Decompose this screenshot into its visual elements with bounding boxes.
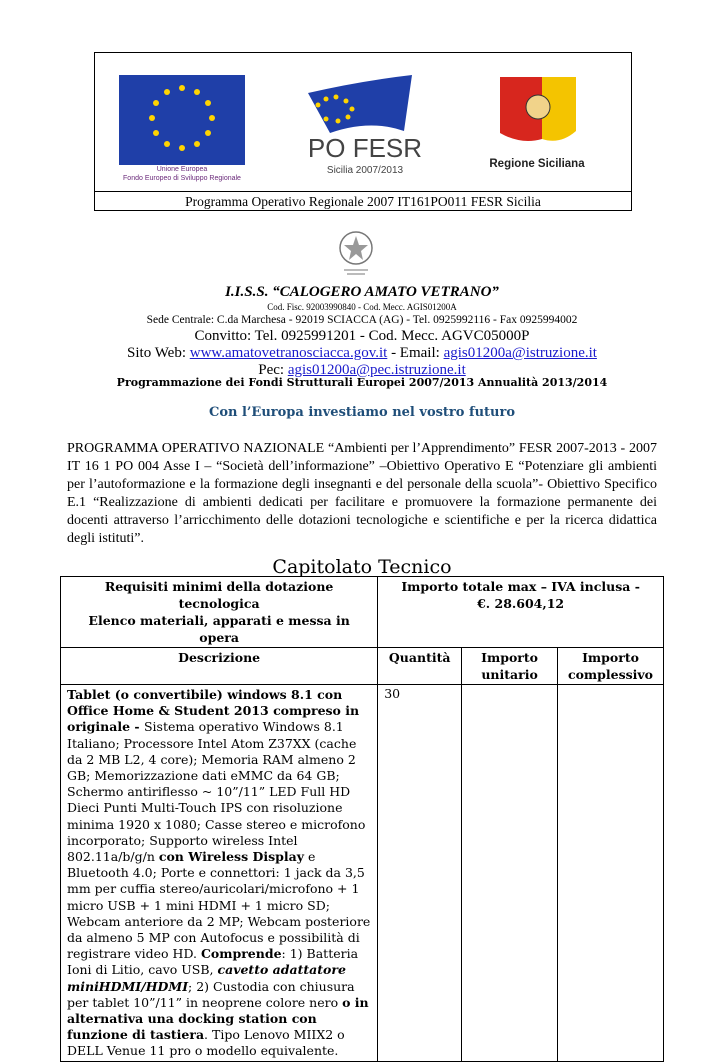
col-importo-complessivo <box>558 648 664 685</box>
eu-caption-line1: Unione Europea <box>156 166 208 173</box>
convitto-line: Convitto: Tel. 0925991201 - Cod. Mecc. AGVC05000P <box>194 328 530 344</box>
school-codes: Cod. Fisc. 92003990840 - Cod. Mecc. AGIS01200A <box>267 302 457 312</box>
capitolato-title: Capitolato Tecnico <box>272 556 452 578</box>
row-text-4: ; 2) Custodia con chiusura per tablet 10”/11” in neoprene colore nero <box>67 978 355 1010</box>
col-unit-line1: Importo <box>481 650 539 665</box>
capitolato-table <box>60 576 664 1062</box>
svg-text:Regione Siciliana: Regione Siciliana <box>489 158 585 170</box>
row-bold-2: Comprende <box>200 946 282 962</box>
slogan: Con l’Europa investiamo nel vostro futuro <box>208 405 516 420</box>
programmazione-line: Programmazione dei Fondi Strutturali Europei 2007/2013 Annualità 2013/2014 <box>116 376 608 389</box>
importo-header <box>378 577 664 648</box>
col-quantita: Quantità <box>378 648 462 685</box>
row-text-1: Sistema operativo Windows 8.1 Italiano; Processore Intel Atom Z37XX (cache da 2 MB L2, 4 core); Memoria RAM almeno 2 GB; Memorizzazione dati eMMC da 64 GB; Schermo antiriflesso ~ 10”/11” LED Full HD Dieci Punti Multi-Touch IPS con risoluzione minima 1920 x 1080; Casse stereo e microfono incorporato; Supporto wireless Intel 802.11a/b/g/n <box>67 719 366 865</box>
row-title: Tablet (o convertibile) windows 8.1 con Office Home & Student 2013 compreso in originale <box>67 687 360 735</box>
po-fesr-logo <box>300 71 430 183</box>
italian-republic-emblem-icon <box>330 226 382 278</box>
table-row <box>61 685 664 1062</box>
row-text-3: : 1) Batteria Ioni di Litio, cavo USB, <box>67 946 359 978</box>
col-unit-line2: unitario <box>481 667 538 682</box>
table-header-row-1 <box>61 577 664 648</box>
col-descrizione: Descrizione <box>61 648 378 685</box>
email-label: - Email: <box>387 345 444 361</box>
eu-caption-line2: Fondo Europeo di Sviluppo Regionale <box>123 175 241 182</box>
pec-label: Pec: <box>258 362 288 378</box>
eu-caption <box>117 165 247 183</box>
col-total-line1: Importo <box>582 650 639 665</box>
row-text-5: . Tipo Lenovo MIIX2 o DELL Venue 11 pro o modello equivalente. <box>67 1027 345 1059</box>
row-unit-price <box>462 685 558 1062</box>
school-name: I.I.S.S. “CALOGERO AMATO VETRANO” <box>225 284 499 300</box>
row-total-price <box>558 685 664 1062</box>
requisiti-line2: Elenco materiali, apparati e messa in opera <box>88 613 350 645</box>
row-bold-3: cavetto adattatore miniHDMI/HDMI <box>67 962 346 994</box>
col-total-line2: complessivo <box>567 667 654 682</box>
logo-box-divider <box>95 191 631 192</box>
site-link[interactable]: www.amatovetranosciacca.gov.it <box>189 345 388 361</box>
requisiti-header <box>61 577 378 648</box>
importo-line2: €. 28.604,12 <box>477 596 565 611</box>
school-address: Sede Centrale: C.da Marchesa - 92019 SCIACCA (AG) - Tel. 0925992116 - Fax 0925994002 <box>146 314 578 326</box>
col-importo-unitario <box>462 648 558 685</box>
row-bold-1: con Wireless Display <box>158 849 304 865</box>
regione-siciliana-logo <box>480 71 595 181</box>
row-text-2: e Bluetooth 4.0; Porte e connettori: 1 jack da 3,5 mm per cuffia stereo/auricolari/microfono + 1 micro USB + 1 mini HDMI + 1 micro SD; Webcam anteriore da 2 MP; Webcam posteriore da almeno 5 MP con Autofocus e possibilità di registrare video HD. <box>67 849 371 962</box>
row-quantity: 30 <box>378 685 462 1062</box>
pon-paragraph: PROGRAMMA OPERATIVO NAZIONALE “Ambienti per l’Apprendimento” FESR 2007-2013 - 2007 IT 16 1 PO 004 Asse I – “Società dell’informazione” –Obiettivo Operativo E “Potenziare gli ambienti per l’autoformazione e la formazione degli insegnanti e del personale della scuola”- Obiettivo Specifico E.1 “Realizzazione di ambienti dedicati per facilitare e promuovere la formazione permanente dei docenti attraverso l’arricchimento delle dotazioni tecnologiche e scientifiche e per la ricerca didattica degli istituti”. <box>67 441 657 546</box>
row-description <box>61 685 378 1062</box>
importo-line1: Importo totale max – IVA inclusa - <box>401 579 640 594</box>
table-header-row-2 <box>61 648 664 685</box>
email-link[interactable]: agis01200a@istruzione.it <box>443 345 597 361</box>
requisiti-line1: Requisiti minimi della dotazione tecnologica <box>104 579 334 611</box>
site-line <box>60 345 664 362</box>
header-logo-box <box>94 52 632 211</box>
svg-text:PO FESR: PO FESR <box>307 133 423 163</box>
site-label: Sito Web: <box>127 345 190 361</box>
row-bold-4: o in alternativa una docking station con funzione di tastiera <box>67 994 369 1043</box>
svg-text:Sicilia 2007/2013: Sicilia 2007/2013 <box>326 165 404 176</box>
pec-link[interactable]: agis01200a@pec.istruzione.it <box>287 362 466 378</box>
row-title-sep: - <box>130 719 144 735</box>
program-line: Programma Operativo Regionale 2007 IT161PO011 FESR Sicilia <box>185 194 541 209</box>
